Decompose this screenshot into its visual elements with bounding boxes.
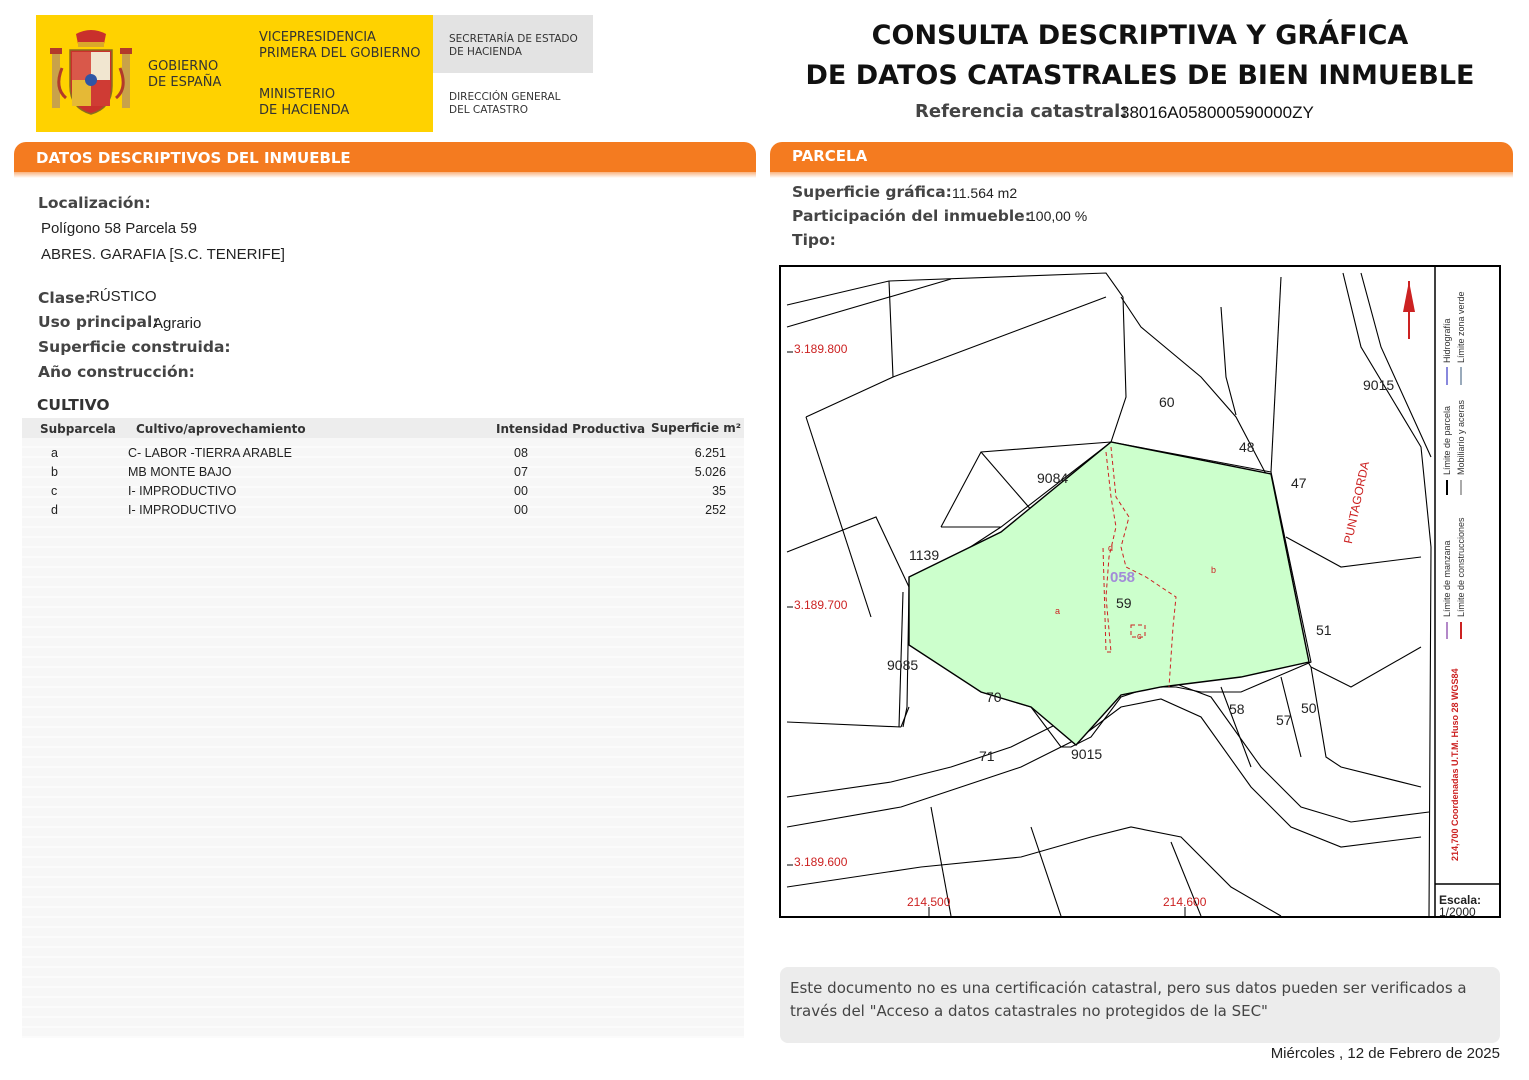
coord-y-3: 3.189.600 — [794, 855, 848, 869]
parcel-label: 9085 — [887, 657, 919, 673]
parcel-label: 47 — [1291, 475, 1307, 491]
coat-of-arms-icon — [48, 28, 134, 116]
parcel-label: 60 — [1159, 394, 1175, 410]
coord-x-1: 214.500 — [907, 895, 951, 909]
tipo-label: Tipo: — [792, 231, 836, 249]
subparcel-label: a — [1055, 606, 1061, 616]
cell-subparcela: d — [51, 503, 58, 517]
cell-intensidad: 00 — [514, 503, 528, 517]
th-superficie: Superficie m² — [651, 421, 742, 435]
scale-value: 1/2000 — [1439, 907, 1476, 916]
legend-hidrografia: Hidrografía — [1442, 318, 1452, 363]
vicepresidencia-label: VICEPRESIDENCIA PRIMERA DEL GOBIERNO — [259, 30, 421, 61]
legend-parcela: Límite de parcela — [1442, 405, 1452, 475]
participacion-value: 100,00 % — [1028, 208, 1088, 224]
direccion-label: DIRECCIÓN GENERAL DEL CATASTRO — [449, 91, 561, 116]
parcel-label: 9015 — [1071, 746, 1103, 762]
th-subparcela: Subparcela — [40, 422, 116, 436]
uso-label: Uso principal: — [38, 313, 159, 331]
cell-subparcela: c — [51, 484, 58, 498]
anio-construccion-label: Año construcción: — [38, 363, 195, 381]
section-title-parcela: PARCELA — [792, 147, 868, 165]
map-canvas — [781, 267, 1499, 916]
coord-y-1: 3.189.800 — [794, 342, 848, 356]
ministerio-label: MINISTERIO DE HACIENDA — [259, 87, 350, 118]
cell-subparcela: b — [51, 465, 58, 479]
parcel-label: 57 — [1276, 712, 1292, 728]
street-label: PUNTAGORDA — [1341, 460, 1373, 545]
document-date: Miércoles , 12 de Febrero de 2025 — [1270, 1045, 1500, 1062]
th-intensidad: Intensidad Productiva — [496, 422, 646, 436]
north-arrow-icon — [1403, 281, 1415, 339]
ref-value: 38016A058000590000ZY — [1120, 103, 1314, 122]
cell-cultivo: MB MONTE BAJO — [128, 465, 232, 479]
legend-manzana: Límite de manzana — [1442, 540, 1452, 617]
cell-superficie: 252 — [705, 503, 726, 517]
parcel-label: 48 — [1239, 439, 1255, 455]
section-bar-parcela — [770, 142, 1513, 172]
parcel-label: 59 — [1116, 595, 1132, 611]
parcel-label: 1139 — [909, 547, 940, 563]
subparcel-label: c — [1137, 631, 1142, 641]
clase-label: Clase: — [38, 289, 92, 307]
section-bar-descriptivos — [14, 142, 756, 172]
ref-label: Referencia catastral: — [915, 101, 1128, 122]
cell-cultivo: I- IMPRODUCTIVO — [128, 484, 237, 498]
localizacion-line2: ABRES. GARAFIA [S.C. TENERIFE] — [41, 246, 285, 263]
cadastral-map[interactable] — [779, 265, 1501, 918]
gobierno-label: GOBIERNO DE ESPAÑA — [148, 59, 222, 90]
superficie-grafica-value: 11.564 m2 — [952, 185, 1018, 201]
parcel-label: 51 — [1316, 622, 1332, 638]
cell-intensidad: 07 — [514, 465, 528, 479]
superficie-construida-label: Superficie construida: — [38, 338, 231, 356]
cell-superficie: 5.026 — [694, 465, 726, 479]
parcel-label: 58 — [1229, 701, 1245, 717]
legend-zona-verde: Límite zona verde — [1456, 291, 1466, 363]
parcel-59-highlight[interactable] — [909, 442, 1309, 745]
secretaria-label: SECRETARÍA DE ESTADO DE HACIENDA — [449, 33, 578, 58]
subparcel-label: d — [1108, 543, 1114, 553]
participacion-label: Participación del inmueble: — [792, 207, 1031, 225]
subparcel-label: b — [1211, 565, 1217, 575]
parcel-label: 9015 — [1363, 377, 1395, 393]
parcel-label: 70 — [986, 689, 1002, 705]
cell-intensidad: 00 — [514, 484, 528, 498]
cell-subparcela: a — [51, 446, 58, 460]
uso-value: Agrario — [153, 315, 202, 332]
parcel-label: 71 — [979, 748, 995, 764]
th-cultivo: Cultivo/aprovechamiento — [136, 422, 306, 436]
localizacion-line1: Polígono 58 Parcela 59 — [41, 220, 197, 237]
parcel-label: 9084 — [1037, 470, 1069, 486]
section-title-descriptivos: DATOS DESCRIPTIVOS DEL INMUEBLE — [36, 149, 351, 167]
poligono-label: 058 — [1110, 569, 1136, 586]
legend-mobiliario: Mobiliario y aceras — [1456, 399, 1466, 475]
legend-construcciones: Límite de construcciones — [1456, 517, 1466, 617]
cell-cultivo: I- IMPRODUCTIVO — [128, 503, 237, 517]
coord-y-2: 3.189.700 — [794, 598, 848, 612]
superficie-grafica-label: Superficie gráfica: — [792, 183, 952, 201]
cell-intensidad: 08 — [514, 446, 528, 460]
cultivo-title: CULTIVO — [37, 396, 110, 414]
page-title: CONSULTA DESCRIPTIVA Y GRÁFICA DE DATOS CATASTRALES DE BIEN INMUEBLE — [805, 20, 1475, 91]
clase-value: RÚSTICO — [89, 288, 157, 305]
cell-cultivo: C- LABOR -TIERRA ARABLE — [128, 446, 292, 460]
cell-superficie: 6.251 — [694, 446, 726, 460]
scale-label: Escala: — [1439, 893, 1482, 907]
cell-superficie: 35 — [712, 484, 726, 498]
coord-x-2: 214.600 — [1163, 895, 1207, 909]
coords-note: 214,700 Coordenadas U.T.M. Huso 28 WGS84 — [1450, 668, 1460, 861]
localizacion-label: Localización: — [38, 194, 151, 212]
parcel-label: 50 — [1301, 700, 1317, 716]
disclaimer-note: Este documento no es una certificación catastral, pero sus datos pueden ser verificados a través del "Acceso a datos catastrales no protegidos de la SEC" — [780, 967, 1500, 1043]
